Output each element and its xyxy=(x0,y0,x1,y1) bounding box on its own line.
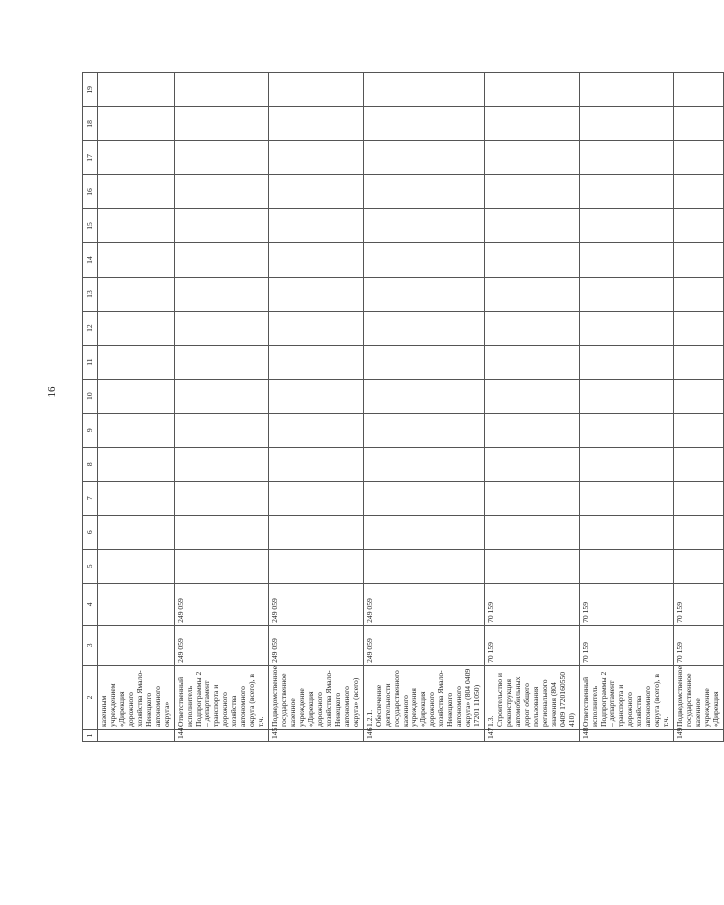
empty-cell xyxy=(269,243,364,277)
header-cell: 16 xyxy=(83,175,98,209)
row-name-cell: 1.2.1. Обеспечение деятельности государственного казенного учреждения «Дирекция дорожного хозяйства Ямало-Ненецкого автономного округа» (804 0409 17201 11050) xyxy=(363,665,484,729)
empty-cell xyxy=(485,379,580,413)
empty-cell xyxy=(269,413,364,447)
empty-cell xyxy=(674,209,724,243)
header-cell: 17 xyxy=(83,141,98,175)
value-col4-cell: 70 159 xyxy=(485,583,580,625)
empty-cell xyxy=(674,73,724,107)
empty-cell xyxy=(174,175,269,209)
empty-cell xyxy=(485,209,580,243)
empty-cell xyxy=(98,209,175,243)
empty-cell xyxy=(269,107,364,141)
empty-cell xyxy=(363,277,484,311)
header-cell: 18 xyxy=(83,107,98,141)
empty-cell xyxy=(98,277,175,311)
empty-cell xyxy=(98,107,175,141)
empty-cell xyxy=(579,549,674,583)
empty-cell xyxy=(579,175,674,209)
page-number: 16 xyxy=(46,386,58,398)
empty-cell xyxy=(363,73,484,107)
empty-cell xyxy=(579,141,674,175)
empty-cell xyxy=(98,413,175,447)
empty-cell xyxy=(674,481,724,515)
empty-cell xyxy=(579,413,674,447)
header-cell: 10 xyxy=(83,379,98,413)
empty-cell xyxy=(363,311,484,345)
empty-cell xyxy=(674,379,724,413)
row-number-cell: 144 xyxy=(174,729,269,741)
empty-cell xyxy=(485,345,580,379)
empty-cell xyxy=(174,345,269,379)
empty-cell xyxy=(485,73,580,107)
empty-cell xyxy=(485,277,580,311)
value-col3-cell: 70 159 xyxy=(579,625,674,665)
empty-cell xyxy=(174,311,269,345)
value-col4-cell xyxy=(98,583,175,625)
empty-cell xyxy=(98,311,175,345)
table-row xyxy=(363,11,484,742)
empty-cell xyxy=(579,345,674,379)
empty-cell xyxy=(579,243,674,277)
empty-cell xyxy=(485,141,580,175)
empty-cell xyxy=(363,141,484,175)
header-cell: 15 xyxy=(83,209,98,243)
row-number-cell: 149 xyxy=(674,729,724,741)
empty-cell xyxy=(579,277,674,311)
empty-cell xyxy=(363,345,484,379)
value-col4-cell: 249 059 xyxy=(174,583,269,625)
empty-cell xyxy=(174,549,269,583)
row-number-cell: 148 xyxy=(579,729,674,741)
empty-cell xyxy=(579,107,674,141)
row-name-cell: казенным учреждением «Дирекция дорожного хозяйства Ямало-Ненецкого автономного округа» xyxy=(98,665,175,729)
empty-cell xyxy=(485,447,580,481)
empty-cell xyxy=(174,413,269,447)
empty-cell xyxy=(269,141,364,175)
value-col4-cell: 249 059 xyxy=(269,583,364,625)
empty-cell xyxy=(98,345,175,379)
empty-cell xyxy=(269,549,364,583)
empty-cell xyxy=(174,447,269,481)
header-cell: 3 xyxy=(83,625,98,665)
empty-cell xyxy=(174,73,269,107)
row-number-cell: 147 xyxy=(485,729,580,741)
empty-cell xyxy=(98,379,175,413)
empty-cell xyxy=(98,73,175,107)
value-col3-cell: 249 059 xyxy=(174,625,269,665)
empty-cell xyxy=(269,447,364,481)
empty-cell xyxy=(269,481,364,515)
empty-cell xyxy=(174,515,269,549)
table-row xyxy=(269,11,364,742)
empty-cell xyxy=(174,107,269,141)
header-cell: 13 xyxy=(83,277,98,311)
table-row xyxy=(98,11,175,742)
header-cell: 5 xyxy=(83,549,98,583)
header-cell: 1 xyxy=(83,729,98,741)
row-name-cell: Подведомственное государственное казенное учреждение «Дирекция xyxy=(674,665,724,729)
empty-cell xyxy=(579,481,674,515)
empty-cell xyxy=(674,107,724,141)
empty-cell xyxy=(674,515,724,549)
empty-cell xyxy=(98,447,175,481)
empty-cell xyxy=(174,243,269,277)
empty-cell xyxy=(579,311,674,345)
empty-cell xyxy=(363,379,484,413)
value-col3-cell: 249 059 xyxy=(269,625,364,665)
empty-cell xyxy=(363,515,484,549)
empty-cell xyxy=(674,243,724,277)
empty-cell xyxy=(674,345,724,379)
header-cell: 6 xyxy=(83,515,98,549)
header-cell: 8 xyxy=(83,447,98,481)
empty-cell xyxy=(269,515,364,549)
header-cell: 11 xyxy=(83,345,98,379)
empty-cell xyxy=(485,243,580,277)
value-col3-cell: 70 159 xyxy=(674,625,724,665)
row-name-cell: Ответственный исполнитель Подпрограммы 2 – департамент транспорта и дорожного хозяйства автономного округа (всего), в т.ч. xyxy=(174,665,269,729)
empty-cell xyxy=(98,243,175,277)
empty-cell xyxy=(579,73,674,107)
empty-cell xyxy=(674,549,724,583)
empty-cell xyxy=(674,175,724,209)
header-cell: 4 xyxy=(83,583,98,625)
empty-cell xyxy=(579,209,674,243)
table-row xyxy=(485,11,580,742)
budget-table xyxy=(82,10,724,742)
value-col3-cell: 249 059 xyxy=(363,625,484,665)
empty-cell xyxy=(363,175,484,209)
header-cell: 19 xyxy=(83,73,98,107)
table-row xyxy=(579,11,674,742)
empty-cell xyxy=(485,549,580,583)
empty-cell xyxy=(674,413,724,447)
row-number-cell: 146 xyxy=(363,729,484,741)
empty-cell xyxy=(98,515,175,549)
empty-cell xyxy=(674,447,724,481)
empty-cell xyxy=(269,379,364,413)
row-name-cell: 1.3. Строительство и реконструкция автомобильных дорог общего пользования регионального значения (804 0409 1720160550 410) xyxy=(485,665,580,729)
empty-cell xyxy=(174,209,269,243)
header-cell: 7 xyxy=(83,481,98,515)
value-col4-cell: 70 159 xyxy=(674,583,724,625)
empty-cell xyxy=(674,277,724,311)
empty-cell xyxy=(579,379,674,413)
empty-cell xyxy=(363,447,484,481)
empty-cell xyxy=(269,73,364,107)
empty-cell xyxy=(363,413,484,447)
empty-cell xyxy=(269,345,364,379)
empty-cell xyxy=(485,175,580,209)
empty-cell xyxy=(485,481,580,515)
empty-cell xyxy=(174,141,269,175)
empty-cell xyxy=(98,549,175,583)
empty-cell xyxy=(363,549,484,583)
empty-cell xyxy=(674,311,724,345)
value-col4-cell: 249 059 xyxy=(363,583,484,625)
value-col4-cell: 70 159 xyxy=(579,583,674,625)
row-number-cell xyxy=(98,729,175,741)
header-cell: 2 xyxy=(83,665,98,729)
row-name-cell: Ответственный исполнитель Подпрограммы 2 – департамент транспорта и дорожного хозяйства автономного округа (всего), в т.ч. xyxy=(579,665,674,729)
empty-cell xyxy=(363,481,484,515)
header-cell: 12 xyxy=(83,311,98,345)
table-row xyxy=(174,11,269,742)
empty-cell xyxy=(485,311,580,345)
table-row xyxy=(674,11,724,742)
empty-cell xyxy=(98,481,175,515)
empty-cell xyxy=(269,175,364,209)
row-number-cell: 145 xyxy=(269,729,364,741)
empty-cell xyxy=(98,141,175,175)
empty-cell xyxy=(174,277,269,311)
value-col3-cell xyxy=(98,625,175,665)
empty-cell xyxy=(363,107,484,141)
header-cell: 14 xyxy=(83,243,98,277)
empty-cell xyxy=(363,243,484,277)
empty-cell xyxy=(174,481,269,515)
empty-cell xyxy=(174,379,269,413)
empty-cell xyxy=(579,447,674,481)
empty-cell xyxy=(363,209,484,243)
empty-cell xyxy=(269,209,364,243)
empty-cell xyxy=(485,515,580,549)
empty-cell xyxy=(98,175,175,209)
empty-cell xyxy=(674,141,724,175)
empty-cell xyxy=(485,107,580,141)
budget-table-container xyxy=(82,10,720,742)
empty-cell xyxy=(269,277,364,311)
empty-cell xyxy=(485,413,580,447)
header-row xyxy=(83,11,98,742)
header-cell: 9 xyxy=(83,413,98,447)
empty-cell xyxy=(269,311,364,345)
value-col3-cell: 70 159 xyxy=(485,625,580,665)
empty-cell xyxy=(579,515,674,549)
row-name-cell: Подведомственное государственное казенное учреждение «Дирекция дорожного хозяйства Ямало-Ненецкого автономного округа» (всего) xyxy=(269,665,364,729)
